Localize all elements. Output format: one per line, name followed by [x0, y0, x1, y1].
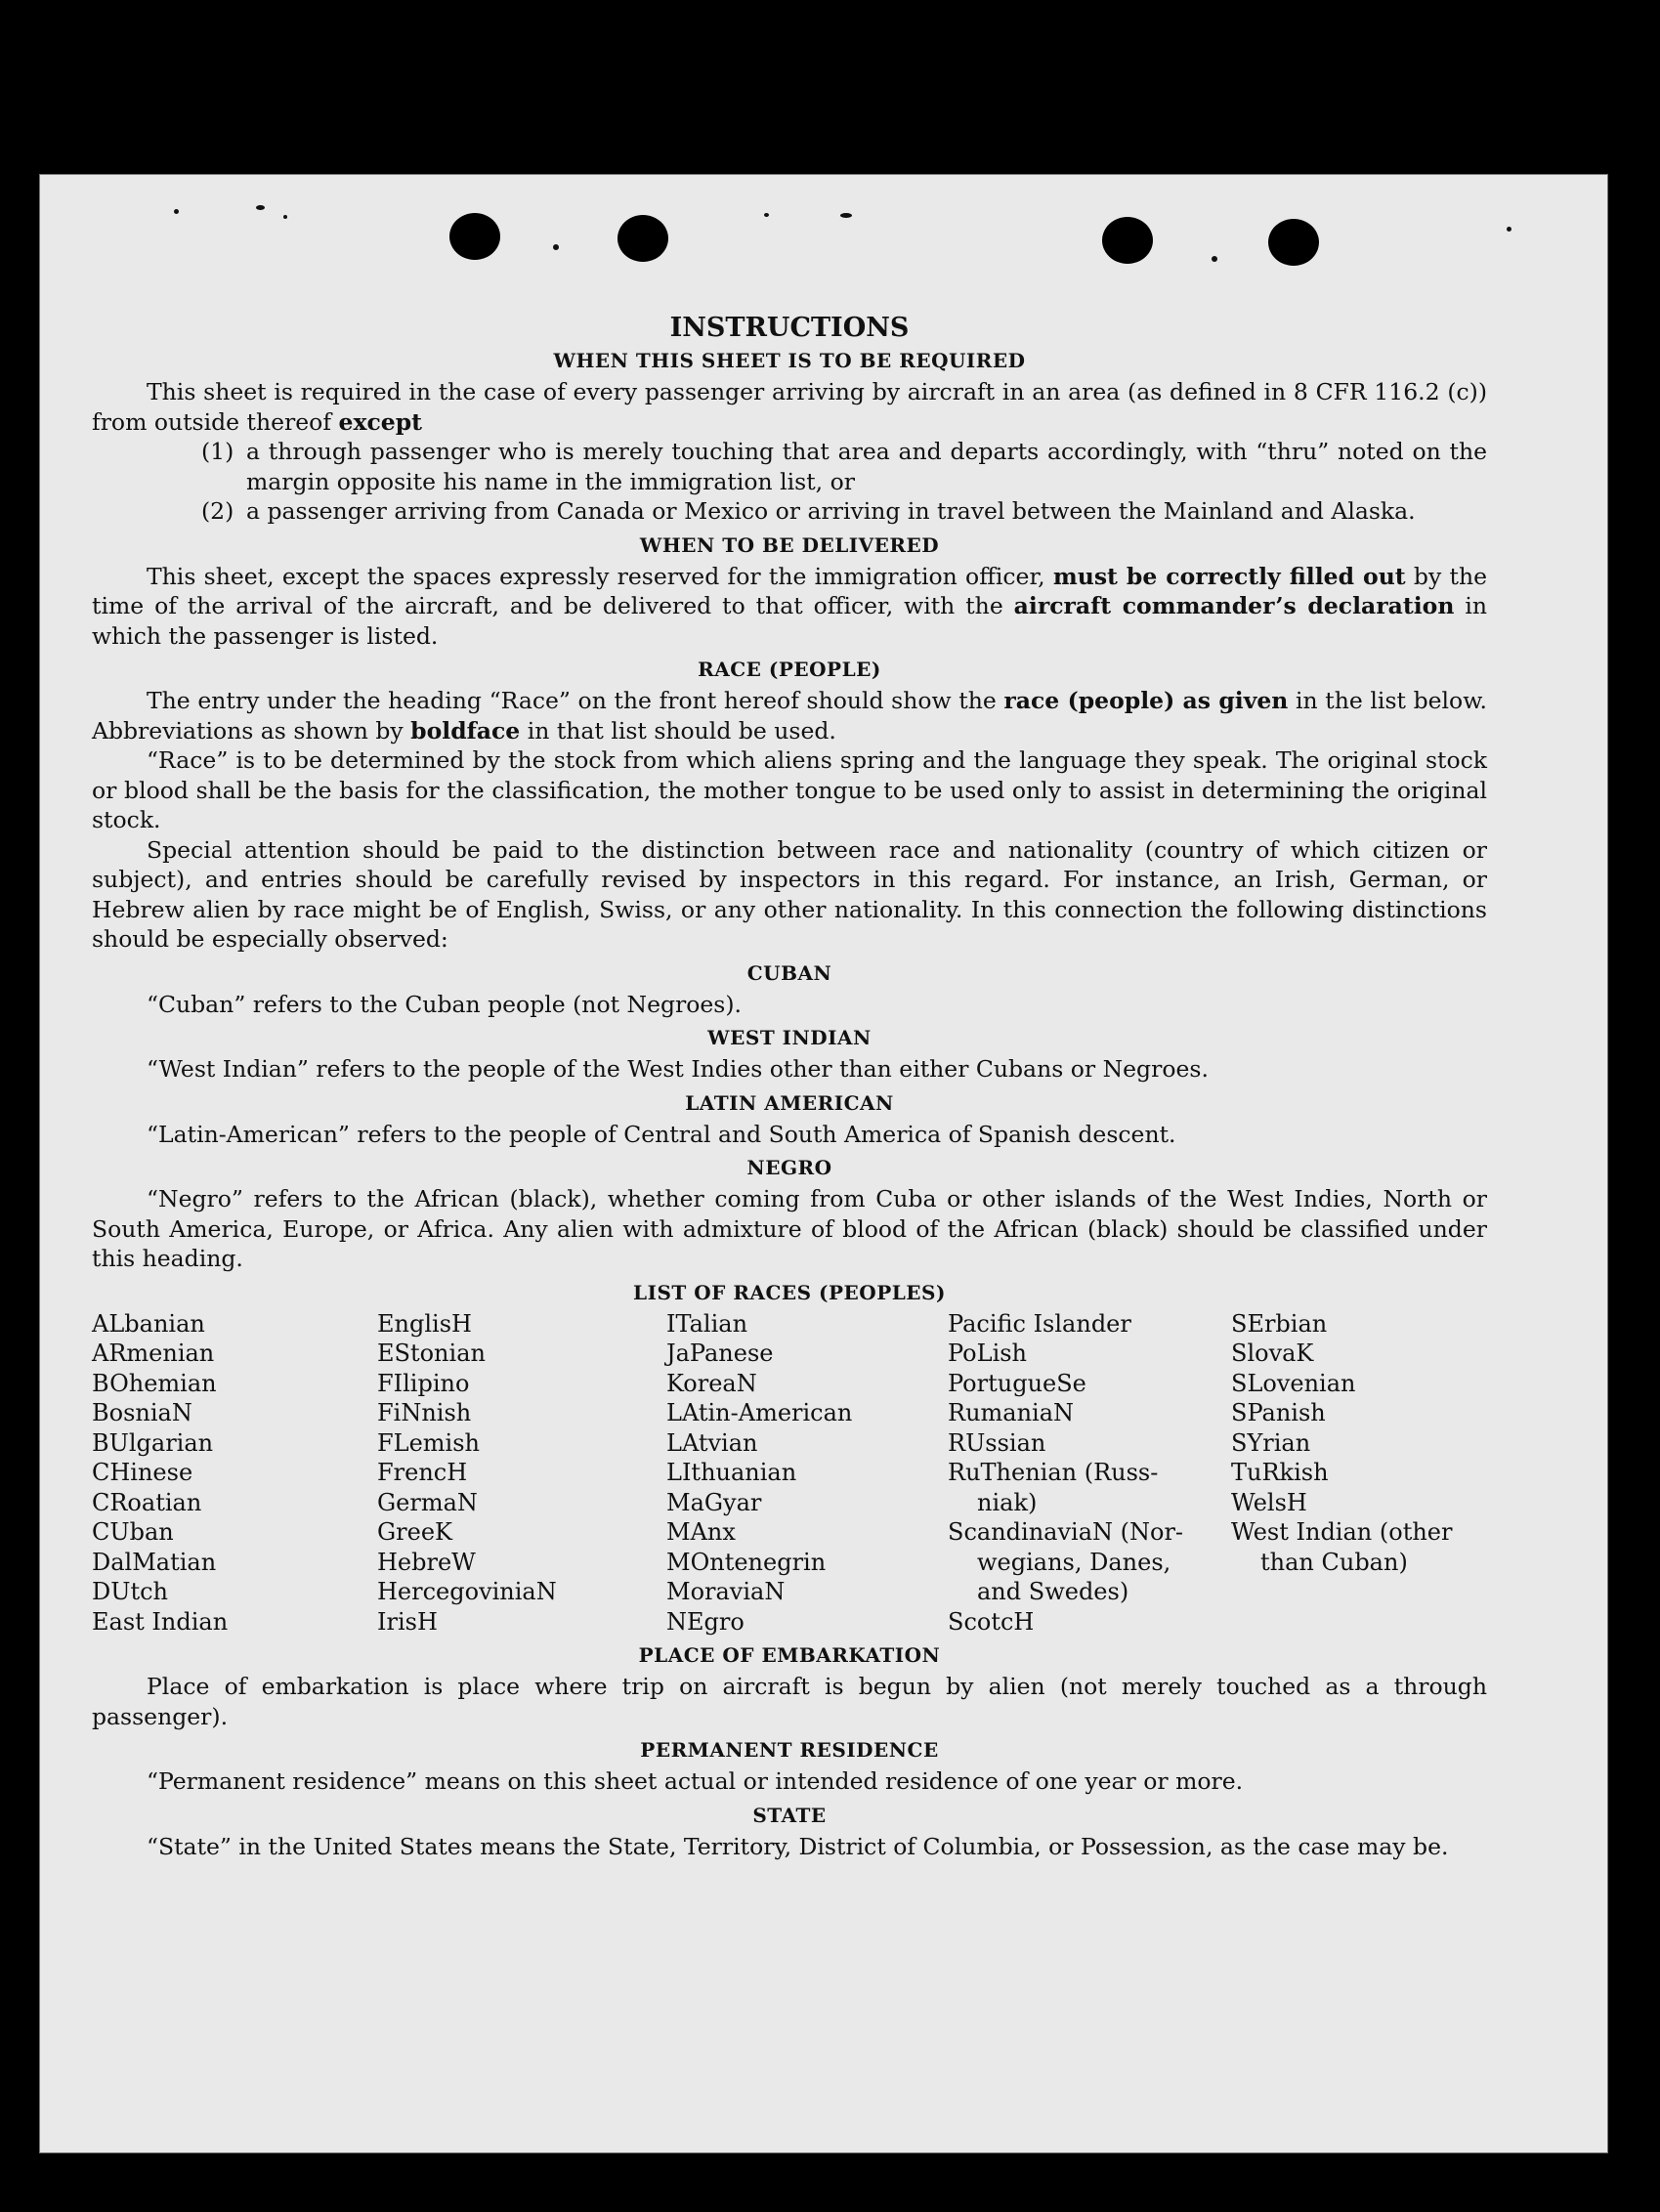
race-entry-continued: niak) — [977, 1488, 1038, 1516]
speck — [840, 213, 852, 218]
race-entry: CUban — [92, 1518, 174, 1546]
race-entry: BOhemian — [92, 1369, 217, 1397]
heading-negro: NEGRO — [746, 1156, 832, 1179]
race-entry: CHinese — [92, 1459, 193, 1486]
race-entry: BosniaN — [92, 1399, 192, 1426]
race-entry: TuRkish — [1231, 1459, 1329, 1486]
race-entry: CRoatian — [92, 1488, 202, 1516]
race-entry: EStonian — [377, 1340, 486, 1367]
heading-west-indian: WEST INDIAN — [707, 1026, 872, 1049]
race-entry: EnglisH — [377, 1309, 472, 1338]
instructions-content — [92, 311, 1487, 1861]
races-column — [1231, 1309, 1487, 1638]
race-entry: MaGyar — [666, 1488, 762, 1516]
races-column — [666, 1309, 948, 1638]
race-entry: SlovaK — [1231, 1340, 1314, 1367]
heading-when-delivered: WHEN TO BE DELIVERED — [639, 532, 940, 557]
race-entry: FiNnish — [377, 1399, 472, 1426]
punch-hole — [449, 213, 500, 260]
document-page — [39, 174, 1608, 2153]
race-entry: SErbian — [1231, 1309, 1328, 1338]
races-column — [948, 1309, 1231, 1638]
required-item: (2) a passenger arriving from Canada or Mexico or arriving in travel between the Mainland and Alaska. — [201, 497, 1416, 525]
race-entry: HercegoviniaN — [377, 1578, 557, 1605]
race-entry-continued: and Swedes) — [977, 1578, 1129, 1605]
race-entry: LAtvian — [666, 1428, 758, 1457]
races-column — [92, 1309, 377, 1638]
race-entry: West Indian (other — [1231, 1518, 1453, 1546]
race-entry-continued: than Cuban) — [1260, 1548, 1408, 1576]
heading-state: STATE — [752, 1803, 827, 1827]
race-entry-continued: wegians, Danes, — [977, 1548, 1171, 1576]
race-entry: ScandinaviaN (Nor- — [948, 1518, 1184, 1546]
race-entry: ITalian — [666, 1309, 748, 1338]
race-entry: BUlgarian — [92, 1428, 214, 1457]
race-entry: ARmenian — [92, 1340, 215, 1367]
race-paragraph-3: Special attention should be paid to the distinction between race and nationality (country of which citizen or subject), and entries should be carefully revised by inspectors in this regard. For instance, an Irish, German, or Hebrew alien by race might be of English, Swiss, or any other nationality. In this connection the following distinctions should be especially observed: — [92, 835, 1487, 953]
race-entry: LAtin-American — [666, 1399, 853, 1426]
race-entry: LIthuanian — [666, 1459, 797, 1486]
speck — [1212, 256, 1217, 262]
race-paragraph-1: The entry under the heading “Race” on the front hereof should show the race (people) as given in the list below. Abbreviations as shown by boldface in that list should be used. — [92, 687, 1487, 744]
embarkation-text: Place of embarkation is place where trip on aircraft is begun by alien (not merely touched as a through passenger). — [92, 1673, 1487, 1730]
race-entry: ALbanian — [92, 1309, 205, 1338]
heading-race: RACE (PEOPLE) — [698, 658, 881, 681]
speck — [553, 244, 559, 250]
heading-when-required: WHEN THIS SHEET IS TO BE REQUIRED — [553, 349, 1026, 372]
race-entry: FIlipino — [377, 1369, 470, 1397]
race-entry: DUtch — [92, 1578, 169, 1605]
race-entry: MOntenegrin — [666, 1548, 827, 1576]
race-entry: FrencH — [377, 1459, 468, 1486]
residence-text: “Permanent residence” means on this sheet actual or intended residence of one year or more. — [147, 1767, 1244, 1795]
negro-text: “Negro” refers to the African (black), whether coming from Cuba or other islands of the West Indies, North or South America, Europe, or Africa. Any alien with admixture of blood of the African (black) should be classified under this heading. — [92, 1185, 1487, 1272]
state-text: “State” in the United States means the State, Territory, District of Columbia, or Possession, as the case may be. — [147, 1832, 1449, 1860]
race-entry: RuThenian (Russ- — [948, 1459, 1159, 1486]
race-entry: HebreW — [377, 1548, 476, 1576]
race-entry: RUssian — [948, 1428, 1046, 1457]
punch-hole — [1102, 217, 1153, 264]
speck — [1507, 227, 1511, 232]
races-list — [92, 1309, 1487, 1638]
race-entry: Pacific Islander — [948, 1309, 1131, 1338]
page-title: INSTRUCTIONS — [669, 313, 910, 343]
race-entry: IrisH — [377, 1607, 438, 1636]
punch-hole — [1268, 219, 1319, 266]
race-entry: NEgro — [666, 1607, 745, 1636]
speck — [283, 215, 287, 219]
race-entry: RumaniaN — [948, 1399, 1075, 1426]
heading-list-of-races: LIST OF RACES (PEOPLES) — [633, 1280, 946, 1304]
race-entry: SPanish — [1231, 1399, 1326, 1426]
delivered-text: This sheet, except the spaces expressly reserved for the immigration officer, must be correctly filled out by the time of the arrival of the aircraft, and be delivered to that officer, with the aircraft commander’s declaration in which the passenger is listed. — [92, 562, 1488, 650]
heading-place-of-embarkation: PLACE OF EMBARKATION — [638, 1643, 941, 1667]
heading-cuban: CUBAN — [746, 960, 832, 985]
race-entry: WelsH — [1231, 1488, 1307, 1516]
race-entry: PoLish — [948, 1340, 1028, 1367]
race-entry: East Indian — [92, 1607, 229, 1636]
heading-permanent-residence: PERMANENT RESIDENCE — [640, 1738, 939, 1762]
west-indian-text: “West Indian” refers to the people of the West Indies other than either Cubans or Negroes. — [147, 1055, 1209, 1083]
race-entry: ScotcH — [948, 1607, 1035, 1636]
race-entry: KoreaN — [666, 1369, 757, 1397]
race-entry: GermaN — [377, 1488, 478, 1516]
speck — [256, 205, 265, 210]
cuban-text: “Cuban” refers to the Cuban people (not Negroes). — [147, 990, 743, 1018]
race-entry: PortugueSe — [948, 1369, 1086, 1397]
race-paragraph-2: “Race” is to be determined by the stock from which aliens spring and the language they speak. The original stock or blood shall be the basis for the classification, the mother tongue to be used only to assist in determining the original stock. — [92, 746, 1487, 833]
latin-american-text: “Latin-American” refers to the people of Central and South America of Spanish descent. — [147, 1120, 1176, 1148]
race-entry: SYrian — [1231, 1428, 1311, 1457]
speck — [764, 213, 769, 217]
required-intro: This sheet is required in the case of every passenger arriving by aircraft in an area (as defined in 8 CFR 116.2 (c)) from outside thereof except — [92, 378, 1487, 436]
race-entry: JaPanese — [666, 1340, 774, 1367]
race-entry: SLovenian — [1231, 1369, 1356, 1397]
race-entry: FLemish — [377, 1428, 480, 1457]
race-entry: MoraviaN — [666, 1578, 786, 1605]
race-entry: GreeK — [377, 1518, 452, 1546]
races-column — [377, 1309, 666, 1638]
punch-hole — [617, 215, 668, 262]
heading-latin-american: LATIN AMERICAN — [685, 1090, 894, 1115]
required-item: (1) a through passenger who is merely touching that area and departs accordingly, with “thru” noted on the margin opposite his name in the immigration list, or — [201, 438, 1487, 495]
race-entry: DalMatian — [92, 1548, 217, 1576]
speck — [174, 209, 179, 214]
race-entry: MAnx — [666, 1518, 736, 1546]
